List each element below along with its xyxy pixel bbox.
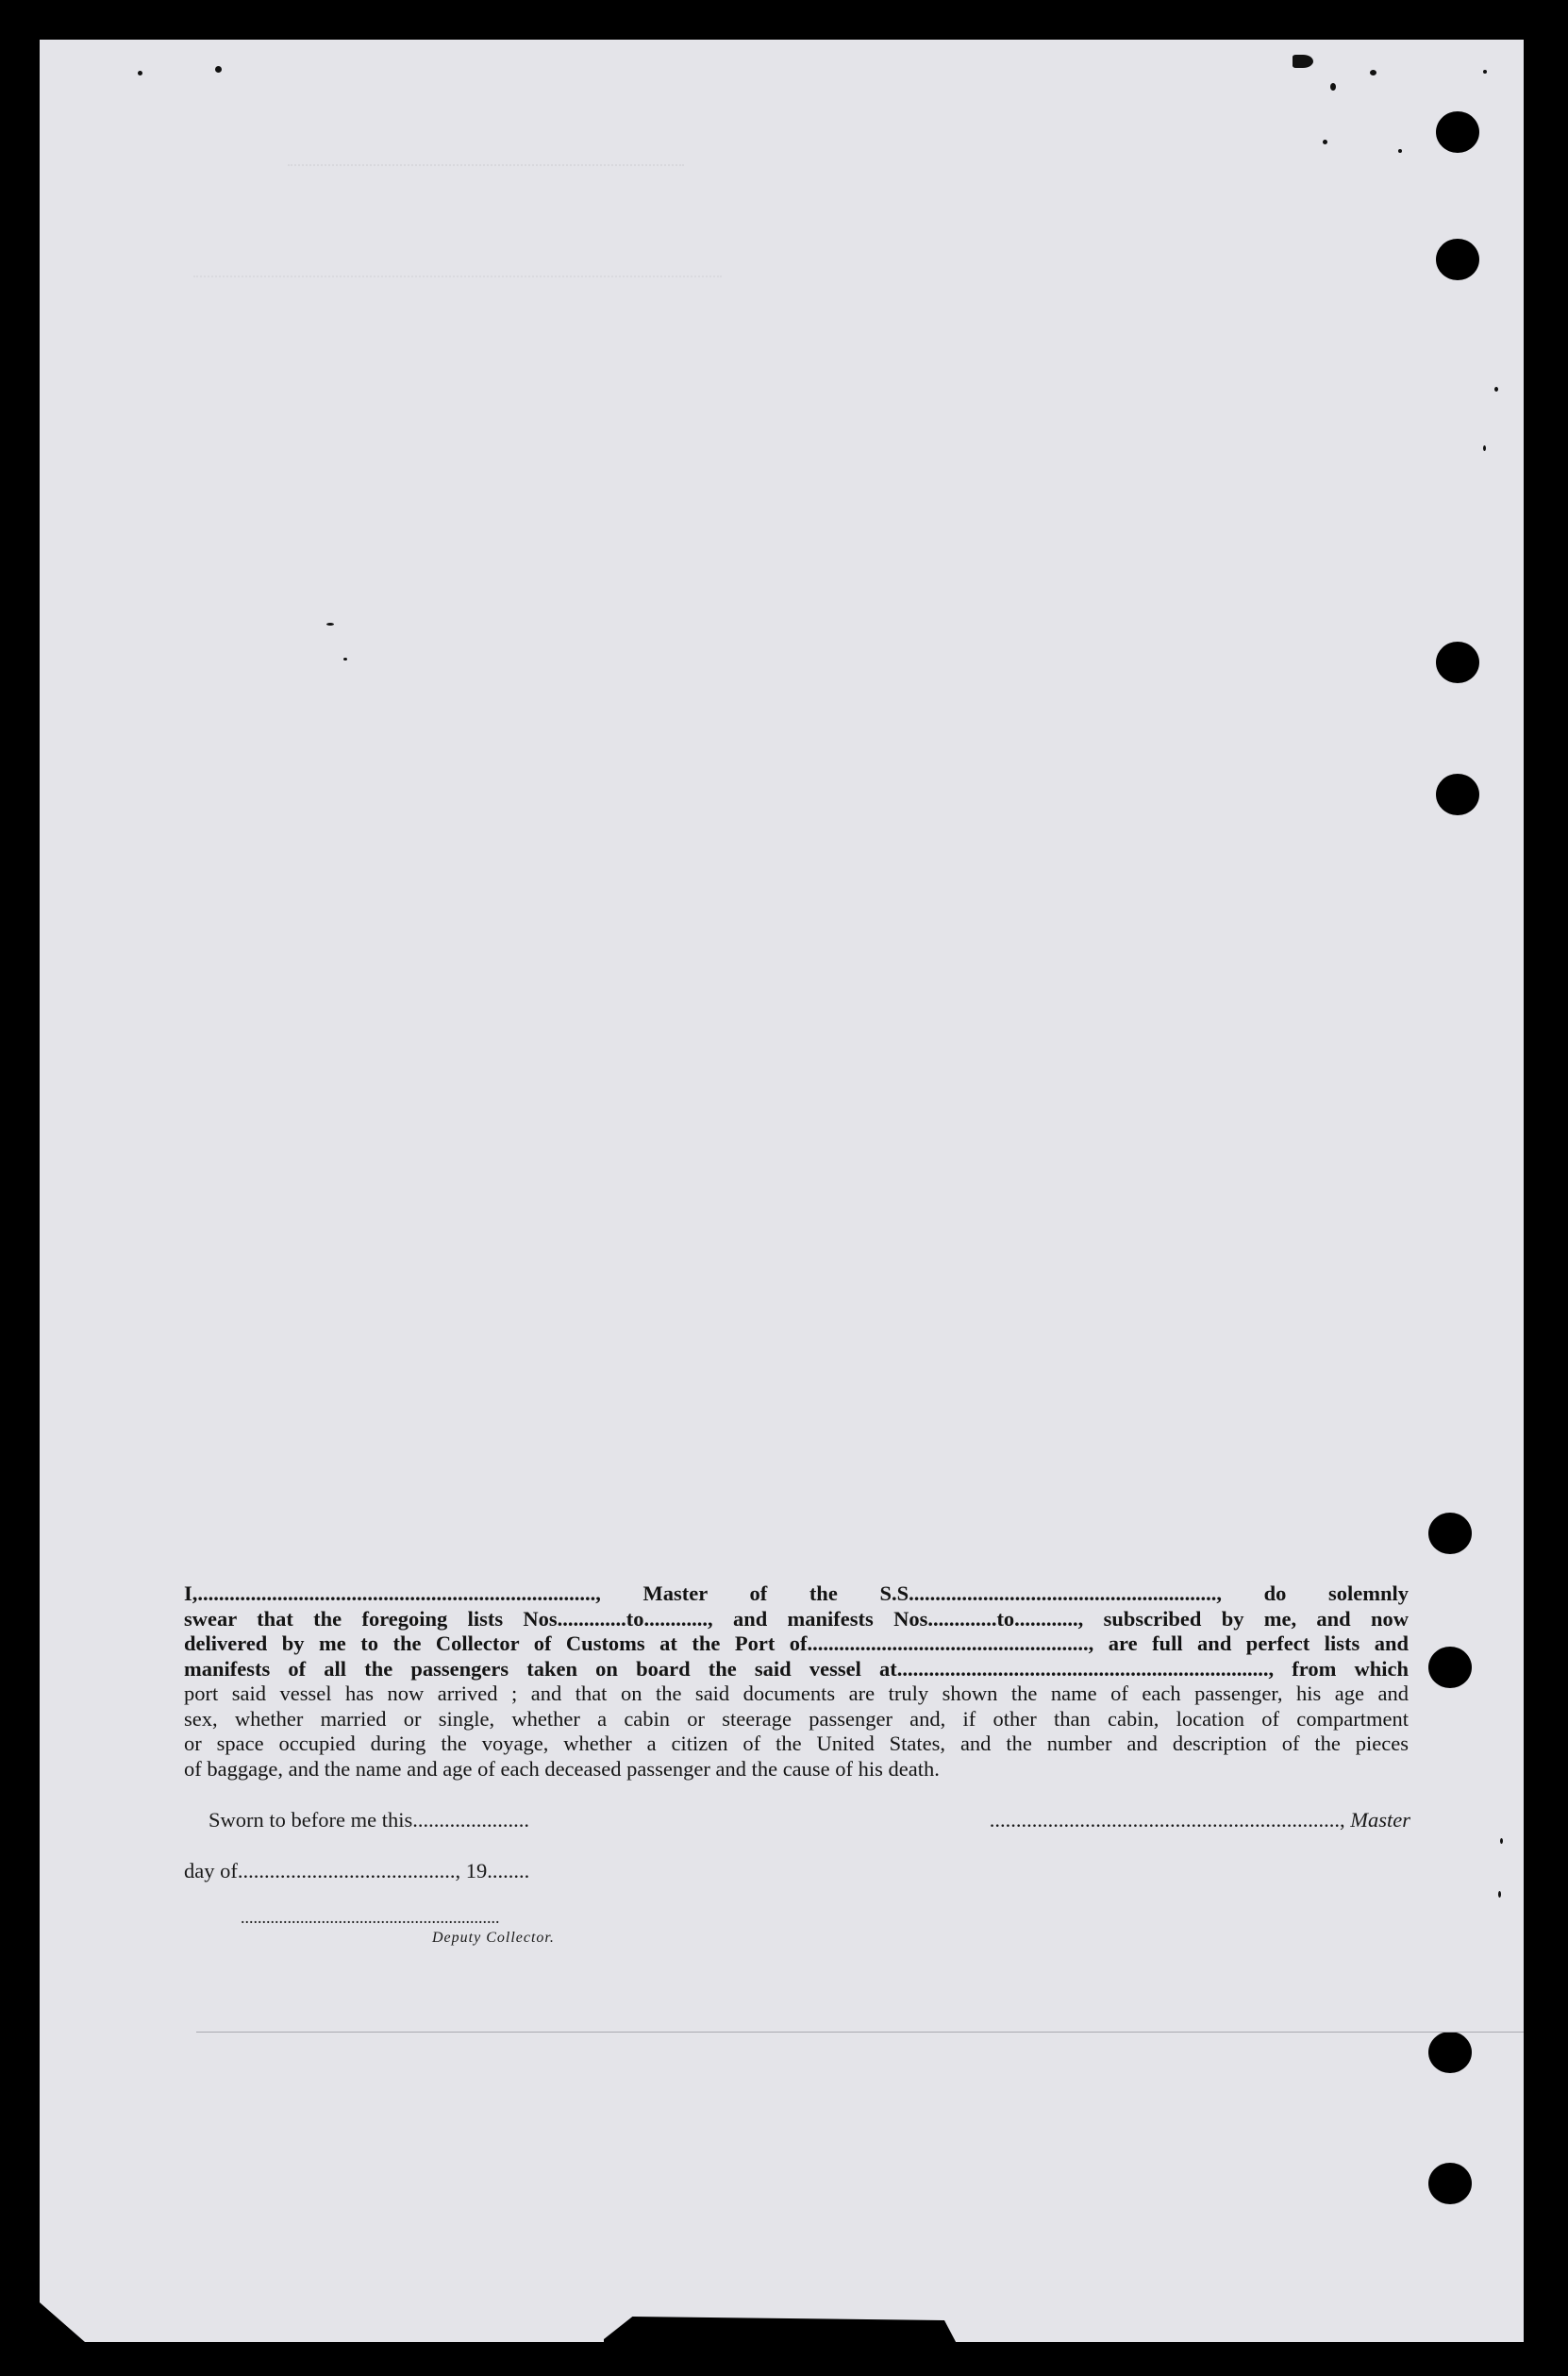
scan-speck <box>138 71 142 75</box>
scan-speck <box>1483 445 1486 451</box>
punch-hole <box>1436 239 1479 280</box>
oath-line: swear that the foregoing lists Nos.............to............, and manifests Nos.............to............, subscribed by me, and now <box>184 1606 1409 1631</box>
scan-speck <box>1500 1838 1503 1844</box>
punch-hole <box>1428 2163 1472 2204</box>
scan-speck <box>1494 387 1498 392</box>
master-signature-dots: .................................................................., <box>989 1808 1345 1832</box>
deputy-collector-signature-line: ............................................................. <box>241 1908 500 1927</box>
scan-speck <box>1498 1891 1501 1898</box>
oath-line: of baggage, and the name and age of each deceased passenger and the cause of his death. <box>184 1756 940 1781</box>
oath-line: manifests of all the passengers taken on board the said vessel at......................................................................, from which <box>184 1656 1409 1681</box>
show-through-marks <box>193 253 722 277</box>
master-signature-title: Master <box>1350 1808 1410 1832</box>
scan-speck <box>1330 83 1336 91</box>
document-page <box>40 40 1524 2342</box>
scan-speck <box>1293 55 1313 68</box>
punch-hole <box>1428 2032 1472 2073</box>
punch-hole <box>1428 1513 1472 1554</box>
punch-hole <box>1436 642 1479 683</box>
oath-line: I,..........................................................................., Master of the S.S.........................................................., do solemnly <box>184 1581 1409 1605</box>
scan-speck <box>1398 149 1402 153</box>
scan-speck <box>1483 70 1487 74</box>
show-through-marks <box>288 142 684 166</box>
punch-hole <box>1436 774 1479 815</box>
scan-speck <box>215 66 222 73</box>
folded-corner <box>40 2302 85 2342</box>
master-signature-line <box>915 1808 1410 1832</box>
scan-speck <box>326 623 334 626</box>
punch-hole <box>1428 1647 1472 1688</box>
deputy-collector-title: Deputy Collector. <box>432 1930 555 1946</box>
scan-speck <box>1323 140 1327 144</box>
oath-line: port said vessel has now arrived ; and that on the said documents are truly shown the name of each passenger, his age and <box>184 1682 1409 1705</box>
scan-speck <box>343 658 347 661</box>
horizontal-rule <box>196 2032 1524 2033</box>
master-oath-paragraph <box>184 1581 1409 1782</box>
sworn-date-line: Sworn to before me this...................... <box>209 1808 529 1832</box>
oath-line: sex, whether married or single, whether a cabin or steerage passenger and, if other than cabin, location of compartment <box>184 1706 1409 1731</box>
day-of-line: day of........................................., 19........ <box>184 1859 530 1882</box>
punch-hole <box>1436 111 1479 153</box>
oath-line: or space occupied during the voyage, whether a citizen of the United States, and the number and description of the pieces <box>184 1732 1409 1755</box>
torn-bottom-edge <box>604 2317 962 2354</box>
oath-line: delivered by me to the Collector of Customs at the Port of....................................................., are full and perfect lists and <box>184 1631 1409 1655</box>
scan-speck <box>1370 70 1376 75</box>
